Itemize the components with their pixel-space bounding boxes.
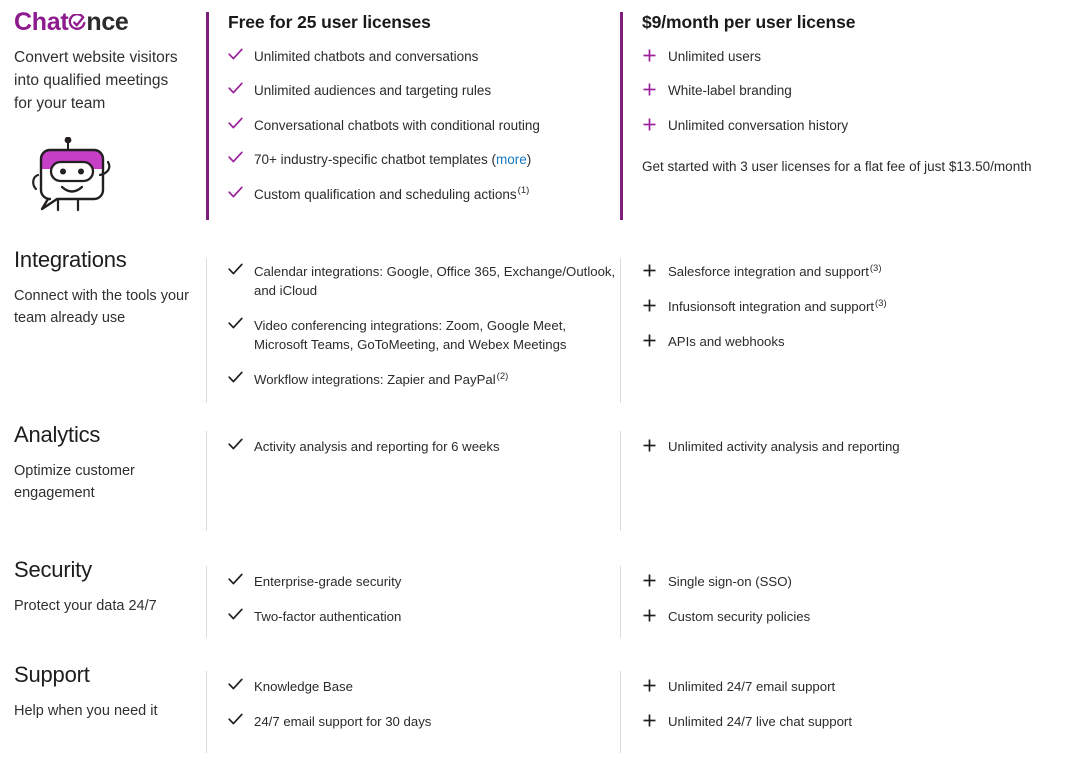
feature-text: 70+ industry-specific chatbot templates (more) [254,152,532,168]
section-label-column [0,423,206,504]
brand-column [0,0,206,215]
check-icon [228,81,254,95]
check-icon [228,370,254,384]
section-row-security [0,558,1070,658]
paid-plan-feature-list [642,47,1070,135]
section-divider [206,671,207,753]
feature-text: Unlimited audiences and targeting rules [254,83,492,99]
section-title: Support [14,662,90,687]
feature-item [642,116,1070,135]
free-plan-title: Free for 25 user licenses [228,12,431,32]
feature-text: Unlimited 24/7 email support [668,679,836,694]
feature-item [642,437,1070,456]
feature-text: Unlimited chatbots and conversations [254,49,479,64]
section-free-list [228,663,620,731]
section-divider [206,566,207,638]
feature-text: Workflow integrations: Zapier and PayPal$^{(2)}$ [254,370,509,387]
chatbot-robot-mascot-icon [20,137,124,215]
feature-text: Salesforce integration and support$^{(3)}$ [668,262,882,279]
paid-plan-note: Get started with 3 user licenses for a flat fee of just $13.50/month [642,159,1032,175]
section-paid-list [642,423,1070,456]
footnote-marker: (3) [869,262,882,274]
paid-plan-title: $9/month per user license [642,12,856,32]
section-divider [206,431,207,531]
section-divider [620,431,621,531]
check-icon [228,262,254,276]
section-free-column [206,248,620,405]
feature-text: Enterprise-grade security [254,574,402,589]
footnote-marker: (1) [517,185,530,197]
feature-text: Calendar integrations: Google, Office 365, Exchange/Outlook, and iCloud [254,264,616,298]
plus-icon [642,677,668,693]
check-icon [228,185,254,199]
section-paid-column [620,423,1070,472]
section-label-column [0,558,206,618]
section-row-support [0,663,1070,773]
section-divider [620,671,621,753]
section-free-list [228,423,620,456]
feature-item [642,47,1070,66]
free-plan-divider [206,12,209,220]
feature-text: Custom security policies [668,609,811,624]
free-plan-feature-list [228,47,620,204]
feature-item [228,81,620,100]
section-label-column [0,663,206,723]
section-free-column [206,663,620,747]
plus-icon [642,607,668,623]
section-title: Integrations [14,247,127,272]
feature-text: Two-factor authentication [254,609,402,624]
section-paid-column [620,663,1070,747]
free-plan-column [206,0,620,204]
feature-item [642,677,1070,696]
section-row-analytics [0,423,1070,543]
feature-item [228,437,620,456]
logo-text-nce: nce [86,8,129,36]
section-title: Security [14,557,92,582]
feature-text: Single sign-on (SSO) [668,574,792,589]
section-paid-column [620,558,1070,642]
feature-text: APIs and webhooks [668,334,785,349]
feature-item [642,712,1070,731]
check-icon [228,607,254,621]
feature-text: Activity analysis and reporting for 6 weeks [254,439,500,454]
feature-text: Custom qualification and scheduling actions$^{(1)}$ [254,185,530,202]
circle-check-icon [68,14,86,32]
section-paid-list [642,663,1070,731]
section-subtitle: Optimize customer engagement [14,463,135,501]
feature-text: Unlimited users [668,49,762,64]
feature-item [228,150,620,169]
feature-item [228,185,620,204]
plus-icon [642,116,668,132]
section-free-column [206,423,620,472]
feature-item [228,607,620,626]
plus-icon [642,297,668,313]
section-title: Analytics [14,422,101,447]
section-subtitle: Help when you need it [14,703,158,720]
section-free-column [206,558,620,642]
check-icon [228,677,254,691]
logo-text-chat: Chat [14,8,69,36]
feature-item [228,47,620,66]
plus-icon [642,47,668,63]
section-subtitle: Protect your data 24/7 [14,598,157,615]
feature-text: Knowledge Base [254,679,353,694]
brand-tagline: Convert website visitors into qualified meetings for your team [14,49,178,112]
section-paid-list [642,558,1070,626]
feature-item [228,572,620,591]
feature-item [642,262,1070,281]
feature-item [642,607,1070,626]
chatonce-logo [14,10,198,35]
feature-item [642,81,1070,100]
section-paid-list [642,248,1070,351]
plus-icon [642,712,668,728]
section-free-list [228,248,620,389]
plus-icon [642,81,668,97]
check-icon [228,316,254,330]
feature-text: Unlimited 24/7 live chat support [668,714,852,729]
feature-item [228,316,620,354]
plus-icon [642,437,668,453]
section-paid-column [620,248,1070,367]
feature-text: Video conferencing integrations: Zoom, Google Meet, Microsoft Teams, GoToMeeting, and Webex Meetings [254,318,567,352]
section-divider [620,258,621,403]
feature-item [228,677,620,696]
plus-icon [642,332,668,348]
feature-text: Conversational chatbots with conditional routing [254,117,540,133]
hero-row [0,0,1070,232]
check-icon [228,437,254,451]
check-icon [228,47,254,61]
section-label-column [0,248,206,329]
section-subtitle: Connect with the tools your team already use [14,288,189,326]
paid-plan-column [620,0,1070,177]
feature-text: 24/7 email support for 30 days [254,714,432,729]
check-icon [228,712,254,726]
feature-item [228,712,620,731]
plus-icon [642,262,668,278]
feature-text: Unlimited activity analysis and reporting [668,439,900,454]
footnote-marker: (2) [496,370,509,382]
feature-item [228,116,620,135]
check-icon [228,116,254,130]
section-free-list [228,558,620,626]
feature-item [642,572,1070,591]
feature-item [228,370,620,389]
paid-plan-divider [620,12,623,220]
feature-item [228,262,620,300]
feature-item [642,332,1070,351]
check-icon [228,150,254,164]
section-divider [206,258,207,403]
section-divider [620,566,621,638]
more-link[interactable]: more [496,152,527,168]
feature-text: Infusionsoft integration and support$^{(3)}$ [668,297,887,314]
feature-text: Unlimited conversation history [668,117,849,133]
section-row-integrations [0,248,1070,408]
feature-item [642,297,1070,316]
feature-text: White-label branding [668,83,792,99]
check-icon [228,572,254,586]
plus-icon [642,572,668,588]
footnote-marker: (3) [875,297,887,309]
